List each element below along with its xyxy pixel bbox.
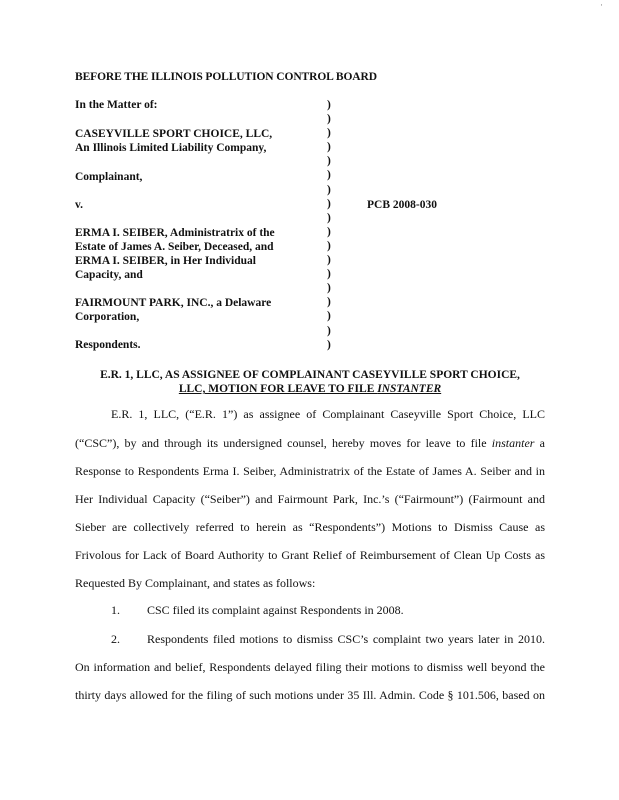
paragraph1-line6: Frivolous for Lack of Board Authority to Grant Relief of Reimbursement of Clean Up Costs as [75, 548, 545, 562]
item1-text: CSC filed its complaint against Respondents in 2008. [147, 603, 404, 617]
paren: ) [327, 155, 331, 168]
paragraph1-line5: Sieber are collectively referred to herein as “Respondents”) Motions to Dismiss Cause as [75, 520, 545, 534]
motion-title-line2 [70, 382, 550, 396]
paragraph1-line4: Her Individual Capacity (“Seiber”) and Fairmount Park, Inc.’s (“Fairmount”) (Fairmount and [75, 492, 545, 506]
paren: ) [327, 183, 331, 196]
respondent2-line2: Corporation, [75, 311, 140, 323]
respondent2-line1: FAIRMOUNT PARK, INC., a Delaware [75, 297, 272, 309]
paren: ) [327, 225, 331, 238]
respondent1-line2: Estate of James A. Seiber, Deceased, and [75, 241, 274, 253]
item2-number: 2. [111, 632, 120, 646]
paragraph1-line2 [75, 436, 545, 452]
item2-line1: Respondents filed motions to dismiss CSC’s complaint two years later in 2010. [147, 632, 545, 646]
complainant-description: An Illinois Limited Liability Company, [75, 142, 267, 154]
p1-instanter: instanter [491, 436, 535, 450]
paragraph1-line7: Requested By Complainant, and states as follows: [75, 576, 316, 590]
item1-number: 1. [111, 603, 120, 617]
paren: ) [327, 268, 331, 281]
board-heading: BEFORE THE ILLINOIS POLLUTION CONTROL BOARD [75, 71, 377, 83]
motion-title-line1 [70, 368, 550, 382]
paren: ) [327, 99, 331, 111]
paren: ) [327, 113, 331, 126]
complainant-label: Complainant, [75, 171, 143, 183]
paren: ) [327, 254, 331, 267]
paren: ) [327, 239, 331, 252]
respondent1-line1: ERMA I. SEIBER, Administratrix of the [75, 227, 275, 239]
versus-label: v. [75, 199, 83, 211]
case-number: PCB 2008-030 [367, 199, 437, 211]
motion-title-instanter: INSTANTER [377, 383, 442, 395]
paren: ) [327, 211, 331, 224]
item2-line3: thirty days allowed for the filing of such motions under 35 Ill. Admin. Code § 101.506, based on [75, 688, 545, 702]
respondents-label: Respondents. [75, 339, 141, 351]
paren: ) [327, 141, 331, 154]
paren: ) [327, 324, 331, 337]
paragraph1-line1: E.R. 1, LLC, (“E.R. 1”) as assignee of Complainant Caseyville Sport Choice, LLC [111, 407, 545, 421]
paren: ) [327, 296, 331, 309]
paren: ) [327, 338, 331, 351]
paragraph1-line3: Response to Respondents Erma I. Seiber, Administratrix of the Estate of James A. Seiber and in [75, 464, 545, 478]
motion-title-text: E.R. 1, LLC, AS ASSIGNEE OF COMPLAINANT CASEYVILLE SPORT CHOICE, [100, 369, 520, 381]
paren: ) [327, 197, 331, 210]
p1-line2-end: a [534, 436, 545, 450]
paren: ) [327, 169, 331, 182]
respondent1-line3: ERMA I. SEIBER, in Her Individual [75, 255, 256, 267]
paren: ) [327, 282, 331, 295]
p1-line2-text: (“CSC”), by and through its undersigned counsel, hereby moves for leave to file [75, 436, 492, 450]
respondent1-line4: Capacity, and [75, 269, 143, 281]
paren: ) [327, 310, 331, 323]
corner-mark: · [600, 0, 603, 10]
caption-parenthesis-column [327, 98, 331, 352]
matter-of-label: In the Matter of: [75, 99, 158, 111]
paren: ) [327, 127, 331, 140]
complainant-name: CASEYVILLE SPORT CHOICE, LLC, [75, 128, 273, 140]
item2-line2: On information and belief, Respondents delayed filing their motions to dismiss well beyond the [75, 660, 545, 674]
motion-title-prefix: LLC, MOTION FOR LEAVE TO FILE [178, 383, 378, 395]
